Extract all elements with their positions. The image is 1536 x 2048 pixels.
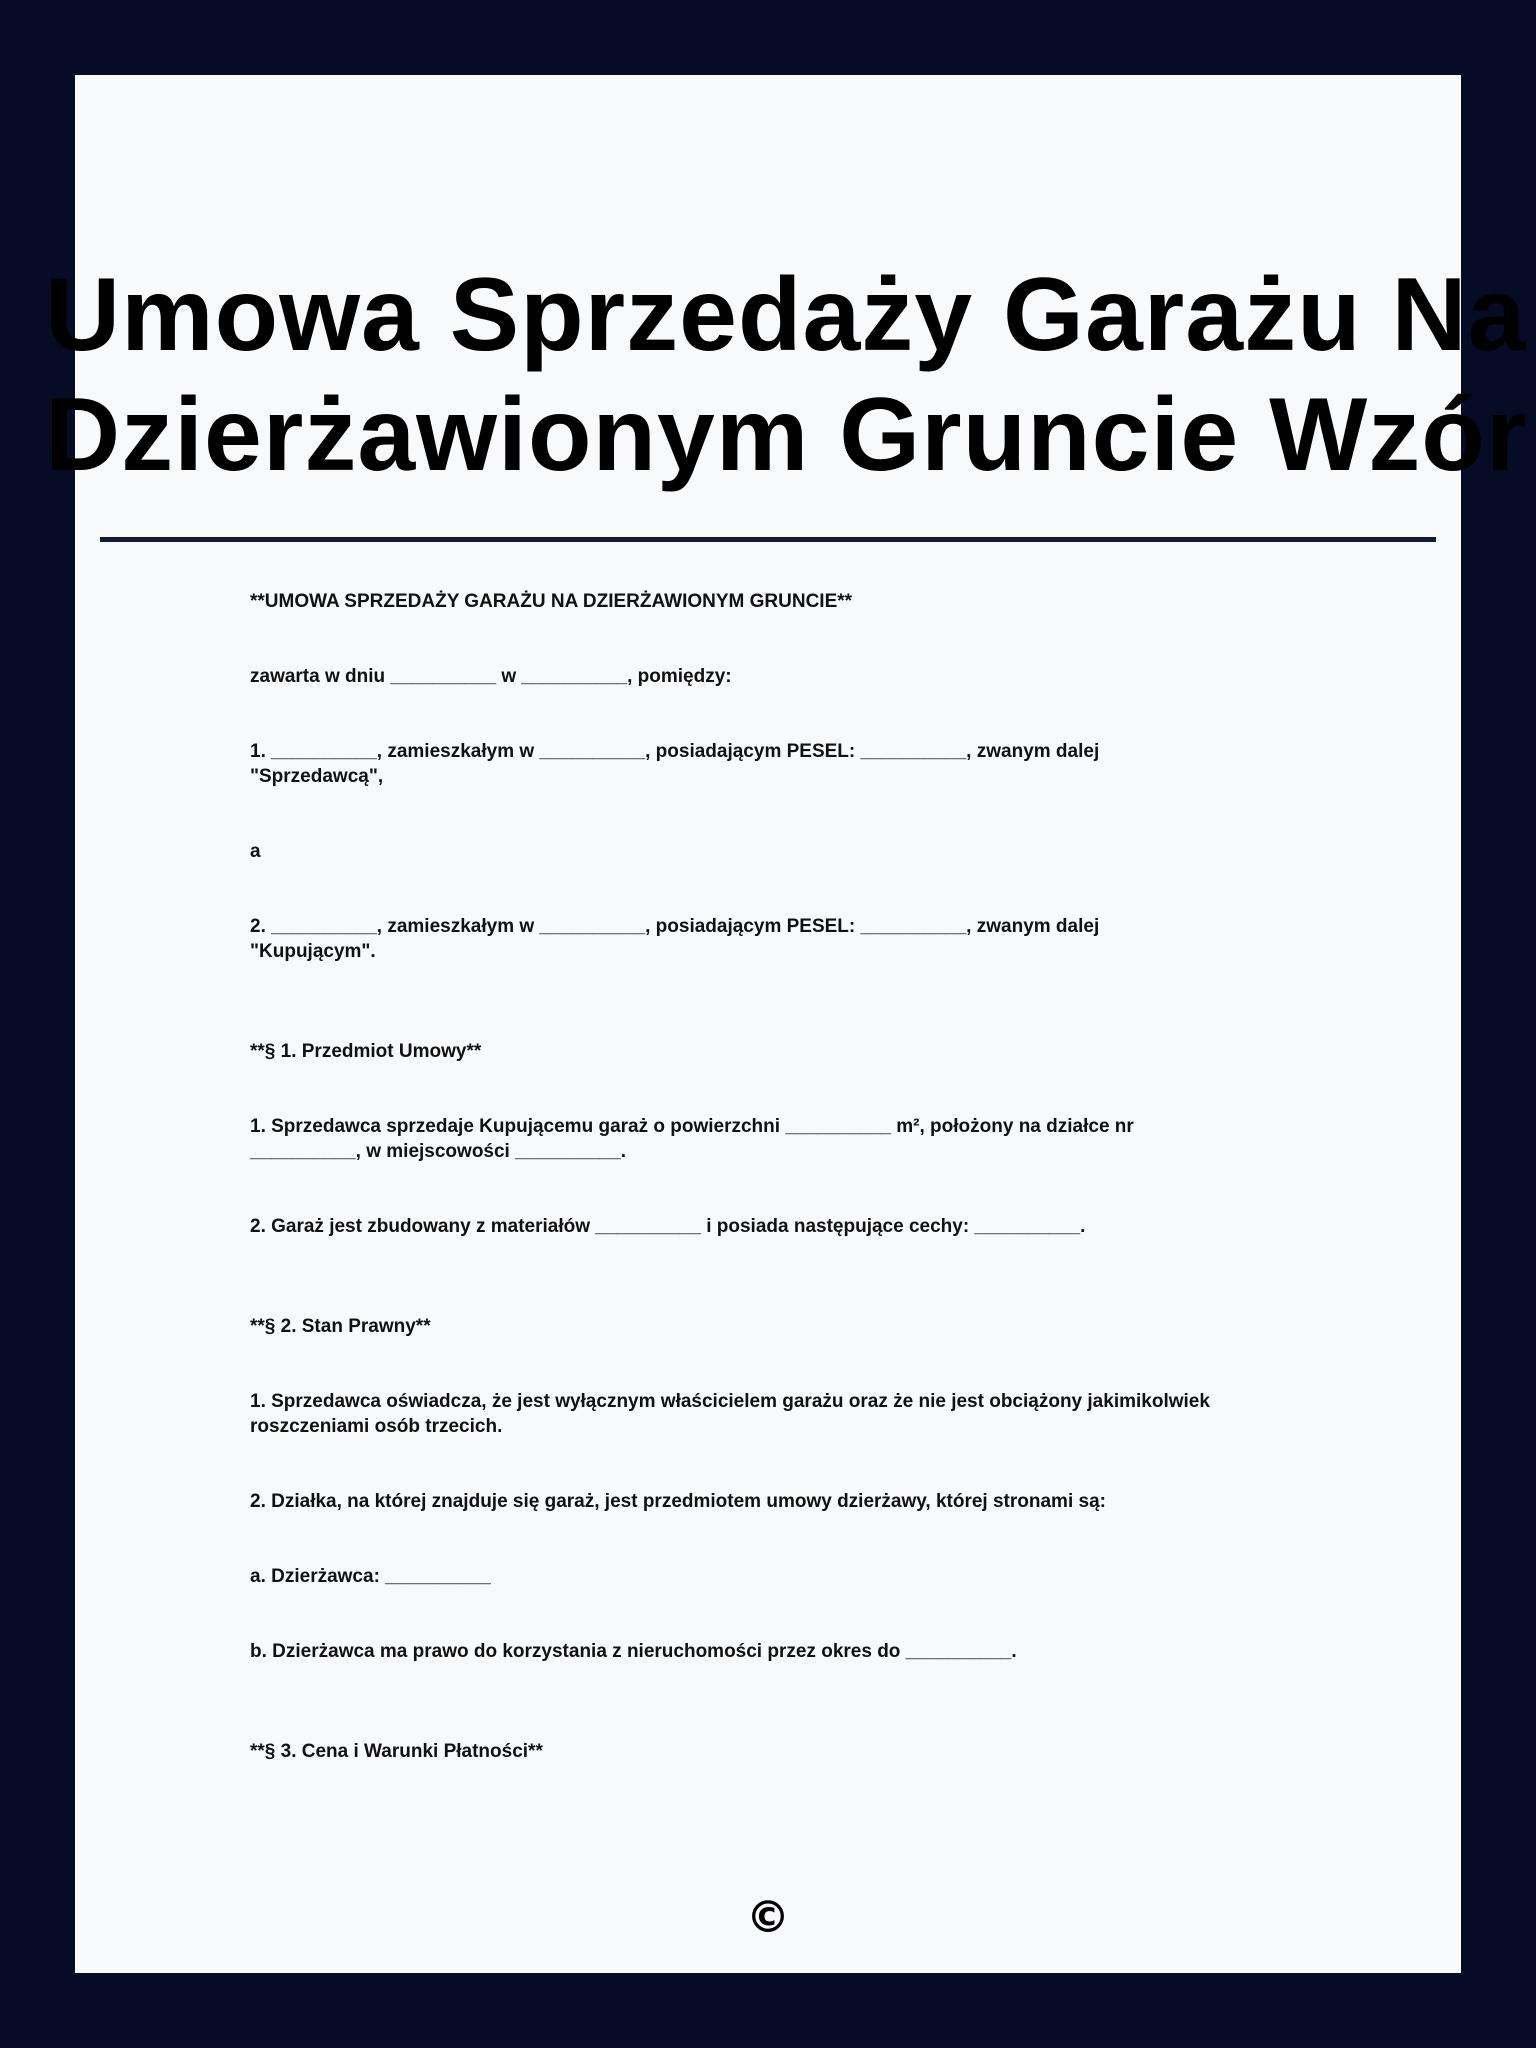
party-2-line-2: "Kupującym". [250,941,376,962]
section-2-heading: **§ 2. Stan Prawny** [250,1316,431,1337]
title-divider [100,537,1436,542]
section-3-heading: **§ 3. Cena i Warunki Płatności** [250,1741,543,1762]
section-1-p1-line-1: 1. Sprzedawca sprzedaje Kupującemu garaż o powierzchni __________ m², położony na działce nr [250,1116,1134,1137]
page-title [45,255,1528,495]
section-1-heading: **§ 1. Przedmiot Umowy** [250,1041,482,1062]
section-2-p1-line-2: roszczeniami osób trzecich. [250,1416,503,1437]
party-1-line-1: 1. __________, zamieszkałym w __________, posiadającym PESEL: __________, zwanym dalej [250,741,1100,762]
section-2-item-b: b. Dzierżawca ma prawo do korzystania z nieruchomości przez okres do __________. [250,1641,1017,1662]
section-1-paragraph-2: 2. Garaż jest zbudowany z materiałów __________ i posiada następujące cechy: __________. [250,1216,1086,1237]
party-1-line-2: "Sprzedawcą", [250,766,384,787]
section-1-p1-line-2: __________, w miejscowości __________. [250,1141,627,1162]
contract-heading: **UMOWA SPRZEDAŻY GARAŻU NA DZIERŻAWIONYM GRUNCIE** [250,591,853,612]
copyright-icon: © [746,1892,790,1943]
conjunction-text: a [250,841,261,862]
title-line-2: Dzierżawionym Gruncie Wzór [45,377,1528,493]
title-line-1: Umowa Sprzedaży Garażu Na [45,257,1527,373]
section-2-item-a: a. Dzierżawca: __________ [250,1566,491,1587]
party-2-line-1: 2. __________, zamieszkałym w __________, posiadającym PESEL: __________, zwanym dalej [250,916,1100,937]
party-1-paragraph [250,739,1360,789]
section-2-p1-line-1: 1. Sprzedawca oświadcza, że jest wyłącznym właścicielem garażu oraz że nie jest obciążony jakimikolwiek [250,1391,1210,1412]
party-2-paragraph [250,914,1360,964]
section-2-paragraph-2: 2. Działka, na której znajduje się garaż, jest przedmiotem umowy dzierżawy, której stronami są: [250,1491,1106,1512]
intro-paragraph: zawarta w dniu __________ w __________, pomiędzy: [250,666,732,687]
section-2-paragraph-1 [250,1389,1360,1439]
section-1-paragraph-1 [250,1114,1360,1164]
document-page [45,75,1528,1973]
